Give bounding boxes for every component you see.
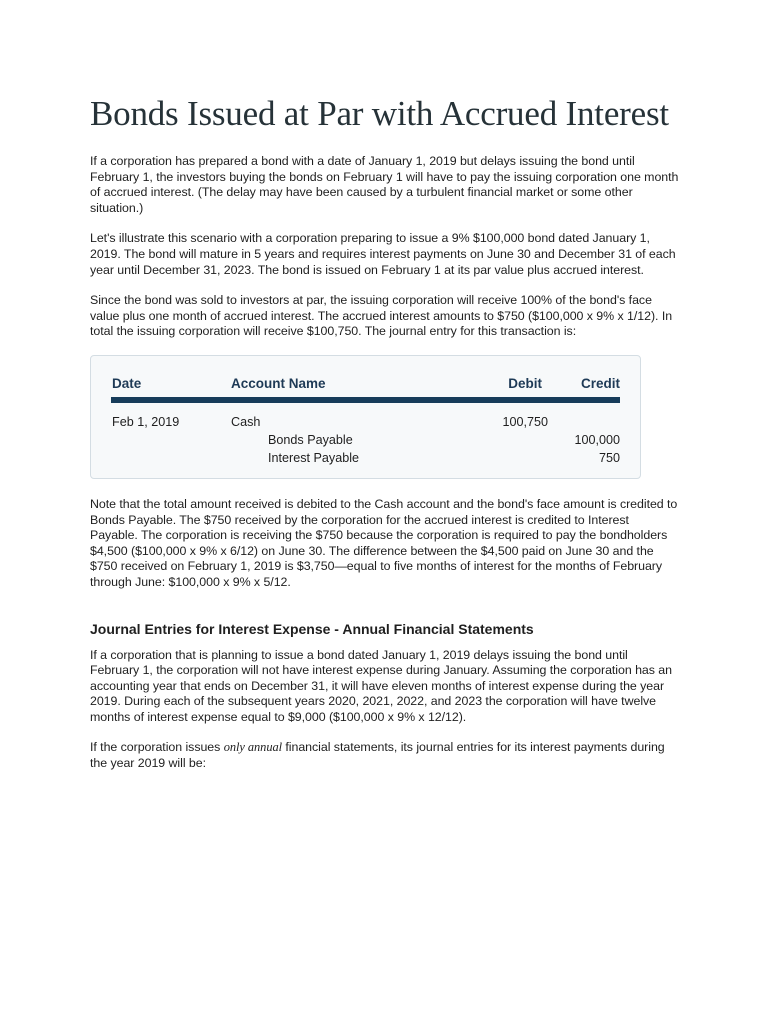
- document-page: [90, 94, 680, 787]
- journal-header-row: [111, 376, 620, 403]
- header-account-name: Account Name: [231, 375, 326, 391]
- row-account: Bonds Payable: [268, 432, 353, 447]
- paragraph-scenario: Let's illustrate this scenario with a corporation preparing to issue a 9% $100,000 bond dated January 1, 2019. The bond will mature in 5 years and requires interest payments on June 30 and December 31 of each year until December 31, 2023. The bond is issued on February 1 at its par value plus accrued interest.: [90, 231, 676, 277]
- header-date: Date: [112, 375, 142, 391]
- paragraph-intro: If a corporation has prepared a bond with a date of January 1, 2019 but delays issuing the bond until February 1, the investors buying the bonds on February 1 will have to pay the issuing corporation one month of accrued interest. (The delay may have been caused by a turbulent financial market or some other situation.): [90, 154, 679, 215]
- paragraph-sold-at-par: Since the bond was sold to investors at par, the issuing corporation will receive 100% of the bond's face value plus one month of accrued interest. The accrued interest amounts to $750 ($100,000 x 9% x 1/12). In total the issuing corporation will receive $100,750. The journal entry for this transaction is:: [90, 293, 673, 339]
- row-account: Interest Payable: [268, 450, 360, 465]
- paragraph-text-end: financial statements, its journal entries for its interest payments during the year 2019 will be:: [90, 740, 665, 771]
- row-credit: 100,000: [574, 432, 620, 447]
- emphasis-only-annual: only annual: [223, 740, 283, 755]
- section-heading: Journal Entries for Interest Expense - Annual Financial Statements: [90, 620, 534, 637]
- row-account: Cash: [231, 414, 261, 429]
- row-debit: 100,750: [502, 414, 548, 429]
- page-title: Bonds Issued at Par with Accrued Interest: [90, 94, 669, 133]
- paragraph-note: Note that the total amount received is debited to the Cash account and the bond's face amount is credited to Bonds Payable. The $750 received by the corporation for the accrued interest is credited to Interest Payable. The corporation is receiving the $750 because the corporation is required to pay the bondholders $4,500 ($100,000 x 9% x 6/12) on June 30. The difference between the $4,500 paid on June 30 and the $750 received on February 1, 2019 is $3,750—equal to five months of interest for the months of February through June: $100,000 x 9% x 5/12.: [90, 496, 678, 589]
- row-credit: 750: [598, 450, 620, 465]
- journal-row-bonds-payable: [111, 433, 620, 451]
- row-date: Feb 1, 2019: [112, 414, 180, 429]
- paragraph-text-start: If the corporation issues: [90, 740, 224, 755]
- journal-row-cash: [111, 415, 620, 433]
- journal-entry-table: [90, 355, 641, 479]
- header-debit: Debit: [508, 375, 542, 391]
- journal-row-interest-payable: [111, 451, 620, 469]
- paragraph-annual-statements: [90, 740, 680, 771]
- header-credit: Credit: [580, 375, 620, 391]
- paragraph-interest-expense: If a corporation that is planning to issue a bond dated January 1, 2019 delays issuing the bond until February 1, the corporation will not have interest expense during January. Assuming the corporation has an accounting year that ends on December 31, it will have eleven months of interest expense during the year 2019. During each of the subsequent years 2020, 2021, 2022, and 2023 the corporation will have twelve months of interest expense equal to $9,000 ($100,000 x 9% x 12/12).: [90, 647, 672, 724]
